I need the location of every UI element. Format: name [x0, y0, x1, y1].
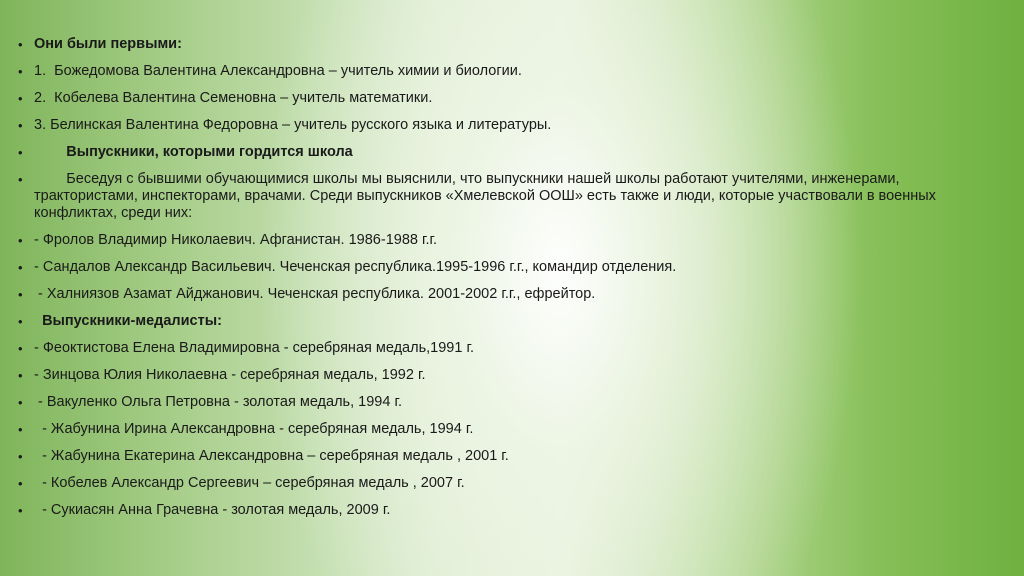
list-item-proud-graduates-heading	[18, 144, 978, 161]
list-item-first-teachers-heading	[18, 36, 978, 53]
list-item	[18, 448, 978, 465]
list-item-text: 3. Белинская Валентина Федоровна – учитель русского языка и литературы.	[34, 117, 552, 133]
list-item-text: - Сандалов Александр Васильевич. Чеченская республика.1995-1996 г.г., командир отделения.	[34, 259, 677, 275]
list-item	[18, 232, 978, 249]
list-item-medalists-heading	[18, 313, 978, 330]
list-item-text: - Фролов Владимир Николаевич. Афганистан. 1986-1988 г.г.	[34, 232, 438, 248]
list-item-paragraph	[18, 171, 978, 222]
list-item-text: Выпускники-медалисты:	[34, 313, 222, 329]
list-item-text: 2. Кобелева Валентина Семеновна – учитель математики.	[34, 90, 433, 106]
bullet-icon: •	[18, 91, 23, 106]
list-item-text: - Кобелев Александр Сергеевич – серебряная медаль , 2007 г.	[34, 475, 465, 491]
bullet-icon: •	[18, 37, 23, 52]
bullet-icon: •	[18, 287, 23, 302]
list-item	[18, 286, 978, 303]
list-item-text: - Вакуленко Ольга Петровна - золотая медаль, 1994 г.	[34, 394, 402, 410]
bullet-icon: •	[18, 422, 23, 437]
list-item	[18, 502, 978, 519]
bullet-icon: •	[18, 503, 23, 518]
bullet-icon: •	[18, 118, 23, 133]
list-item	[18, 421, 978, 438]
list-item-text: - Жабунина Ирина Александровна - серебряная медаль, 1994 г.	[34, 421, 474, 437]
list-item	[18, 259, 978, 276]
bullet-icon: •	[18, 233, 23, 248]
list-item	[18, 117, 978, 134]
list-item-text: - Сукиасян Анна Грачевна - золотая медаль, 2009 г.	[34, 502, 391, 518]
bullet-icon: •	[18, 145, 23, 160]
list-item	[18, 367, 978, 384]
bullet-icon: •	[18, 64, 23, 79]
bullet-icon: •	[18, 260, 23, 275]
list-item-text: Выпускники, которыми гордится школа	[34, 144, 353, 160]
bullet-icon: •	[18, 172, 23, 187]
list-item-text: - Жабунина Екатерина Александровна – серебряная медаль , 2001 г.	[34, 448, 509, 464]
list-item	[18, 475, 978, 492]
list-item-text: Они были первыми:	[34, 36, 182, 52]
list-item-text: - Зинцова Юлия Николаевна - серебряная медаль, 1992 г.	[34, 367, 426, 383]
bullet-icon: •	[18, 449, 23, 464]
list-item-text: - Феоктистова Елена Владимировна - серебряная медаль,1991 г.	[34, 340, 474, 356]
list-item-text: - Халниязов Азамат Айджанович. Чеченская республика. 2001-2002 г.г., ефрейтор.	[34, 286, 596, 302]
list-item	[18, 63, 978, 80]
list-item	[18, 90, 978, 107]
bullet-icon: •	[18, 395, 23, 410]
bullet-icon: •	[18, 314, 23, 329]
list-item	[18, 394, 978, 411]
bullet-icon: •	[18, 476, 23, 491]
list-item	[18, 340, 978, 357]
bullet-icon: •	[18, 368, 23, 383]
slide-content	[18, 36, 978, 529]
list-item-text: Беседуя с бывшими обучающимися школы мы выяснили, что выпускники нашей школы работают учителями, инженерами, трактористами, инспекторами, врачами. Среди выпускников «Хмелевской ООШ» есть также и люди, которые участвовали в военных конфликтах, среди них:	[34, 171, 940, 221]
bullet-icon: •	[18, 341, 23, 356]
list-item-text: 1. Божедомова Валентина Александровна – учитель химии и биологии.	[34, 63, 522, 79]
